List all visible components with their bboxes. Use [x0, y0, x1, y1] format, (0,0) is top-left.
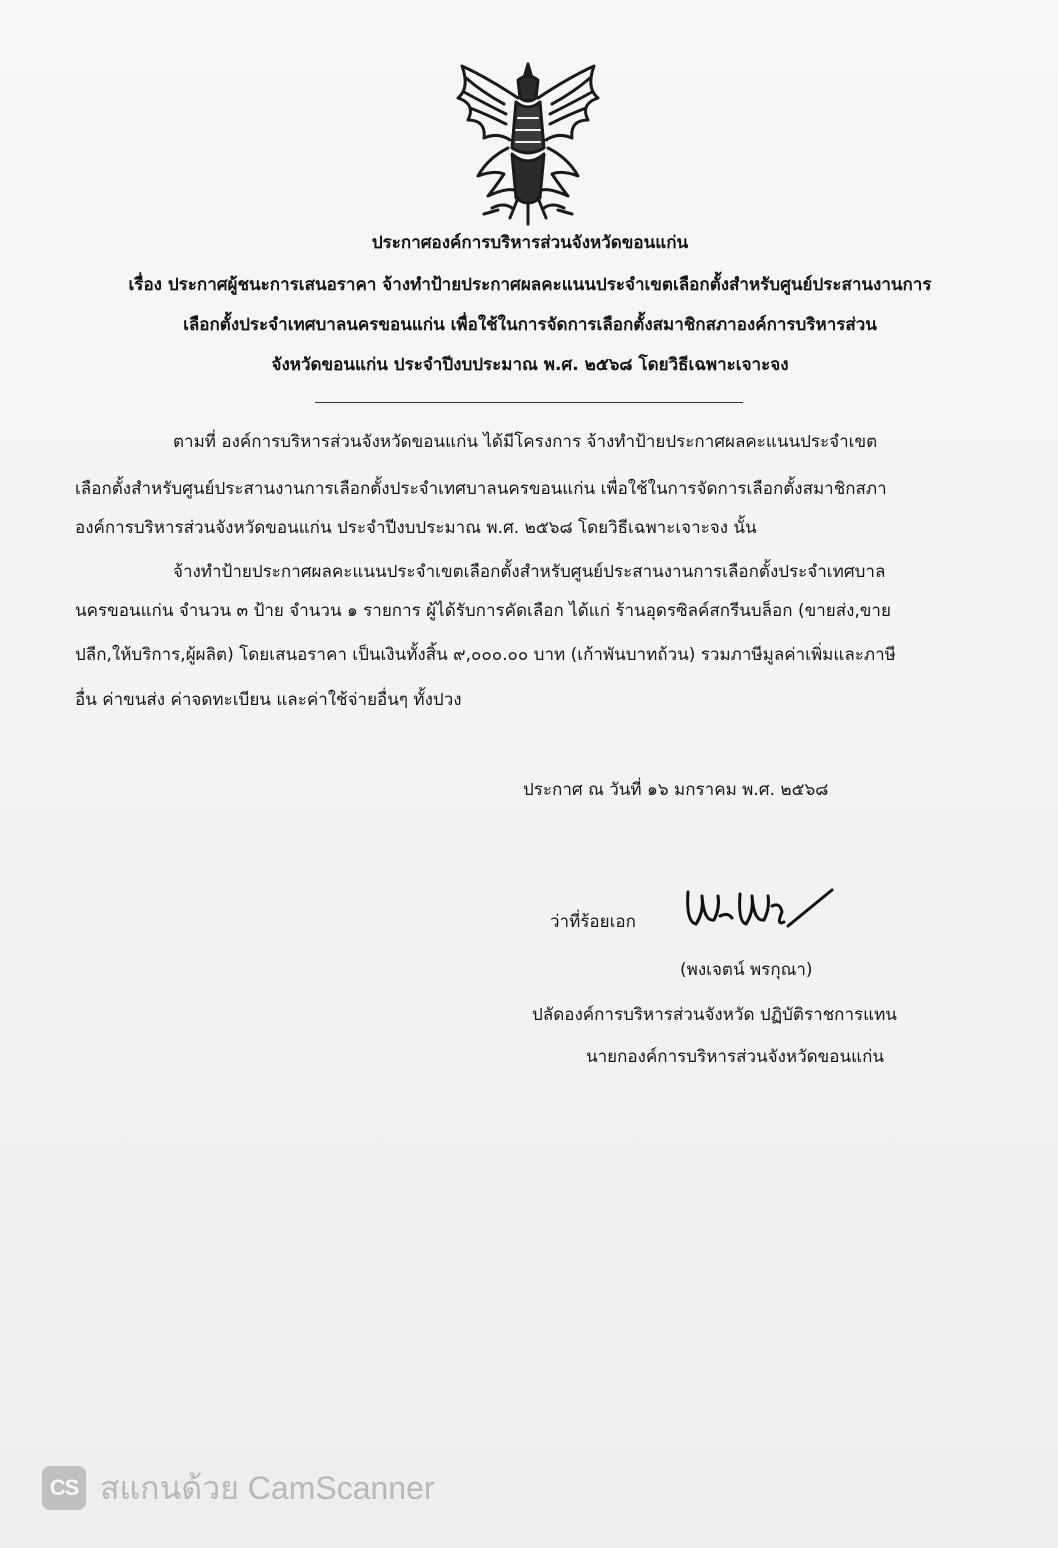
subject-line-1: เรื่อง ประกาศผู้ชนะการเสนอราคา จ้างทำป้ายประกาศผลคะแนนประจำเขตเลือกตั้งสำหรับศูนย์ประสานงานการ — [128, 275, 932, 295]
handwritten-signature — [680, 882, 840, 942]
signer-name: (พงเจตน์ พรกุณา) — [680, 960, 813, 980]
paragraph-2-line-4: อื่น ค่าขนส่ง ค่าจดทะเบียน และค่าใช้จ่ายอื่นๆ ทั้งปวง — [75, 690, 462, 710]
subject-line-2: เลือกตั้งประจำเทศบาลนครขอนแก่น เพื่อใช้ในการจัดการเลือกตั้งสมาชิกสภาองค์การบริหารส่วน — [183, 315, 877, 335]
signer-position-2: นายกองค์การบริหารส่วนจังหวัดขอนแก่น — [586, 1047, 884, 1067]
header-divider — [315, 402, 743, 403]
subject-line-3: จังหวัดขอนแก่น ประจำปีงบประมาณ พ.ศ. ๒๕๖๘ โดยวิธีเฉพาะเจาะจง — [271, 355, 789, 375]
watermark-text: สแกนด้วย CamScanner — [100, 1469, 435, 1506]
signer-position-1: ปลัดองค์การบริหารส่วนจังหวัด ปฏิบัติราชการแทน — [532, 1005, 897, 1025]
camscanner-logo-icon: CS — [42, 1466, 86, 1510]
paragraph-2-line-3: ปลีก,ให้บริการ,ผู้ผลิต) โดยเสนอราคา เป็นเงินทั้งสิ้น ๙,๐๐๐.๐๐ บาท (เก้าพันบาทถ้วน) รวมภาษีมูลค่าเพิ่มและภาษี — [75, 645, 896, 665]
announcement-date: ประกาศ ณ วันที่ ๑๖ มกราคม พ.ศ. ๒๕๖๘ — [523, 780, 829, 800]
garuda-emblem-icon — [448, 58, 608, 228]
paragraph-1-line-2: เลือกตั้งสำหรับศูนย์ประสานงานการเลือกตั้งประจำเทศบาลนครขอนแก่น เพื่อใช้ในการจัดการเลือกตั้งสมาชิกสภา — [75, 479, 887, 499]
announcement-title: ประกาศองค์การบริหารส่วนจังหวัดขอนแก่น — [371, 233, 689, 253]
paragraph-2-line-1: จ้างทำป้ายประกาศผลคะแนนประจำเขตเลือกตั้งสำหรับศูนย์ประสานงานการเลือกตั้งประจำเทศบาล — [173, 562, 886, 582]
paragraph-2-line-2: นครขอนแก่น จำนวน ๓ ป้าย จำนวน ๑ รายการ ผู้ได้รับการคัดเลือก ได้แก่ ร้านอุดรซิลค์สกรีนบล็อก (ขายส่ง,ขาย — [75, 601, 891, 621]
camscanner-watermark — [42, 1466, 435, 1510]
signer-rank: ว่าที่ร้อยเอก — [550, 912, 636, 932]
paragraph-1-line-3: องค์การบริหารส่วนจังหวัดขอนแก่น ประจำปีงบประมาณ พ.ศ. ๒๕๖๘ โดยวิธีเฉพาะเจาะจง นั้น — [75, 518, 757, 538]
paragraph-1-line-1: ตามที่ องค์การบริหารส่วนจังหวัดขอนแก่น ได้มีโครงการ จ้างทำป้ายประกาศผลคะแนนประจำเขต — [173, 432, 878, 452]
